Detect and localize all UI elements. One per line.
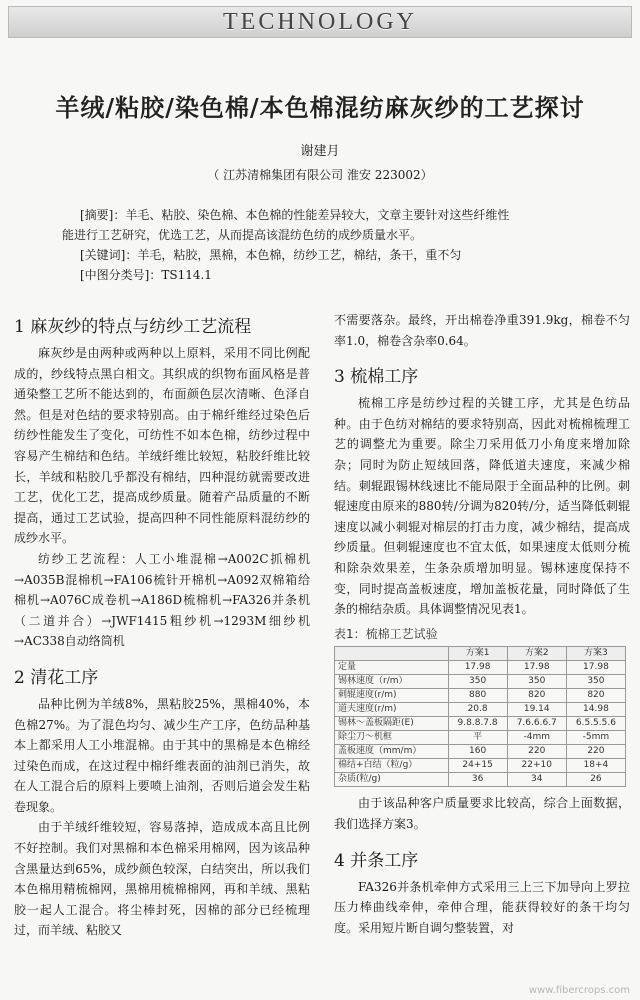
section-banner (8, 6, 632, 38)
carding-table (334, 646, 626, 787)
table-header-row (335, 647, 626, 661)
table-cell: 820 (566, 689, 625, 703)
watermark: www.fibercrops.com (528, 985, 630, 996)
table-row (335, 731, 626, 745)
table-row (335, 759, 626, 773)
table-cell: 17.98 (448, 661, 507, 675)
section-2-paragraph-3: 不需要落杂。最终，开出棉卷净重391.9kg，棉卷不匀率1.0，棉卷含杂率0.64。 (334, 313, 630, 348)
table-cell: 220 (566, 745, 625, 759)
section-2-paragraph-2: 由于羊绒纤维较短，容易落掉，造成成本高且比例不好控制。我们对黑棉和本色棉采用棉网，因为该品种含黑量达到65%，成纱颜色较深，白结突出，所以我们本色棉用精梳棉网，黑棉用梳棉棉网，再和羊绒、黑粘胶一起人工混合。将尘棒封死，因棉的部分已经梳理过，而羊绒、粘胶又 (14, 820, 310, 938)
table-row (335, 773, 626, 787)
section-2-heading: 2 清花工序 (14, 667, 99, 688)
section-2-paragraph-1: 品种比例为羊绒8%，黑粘胶25%，黑棉40%，本色棉27%。为了混色均匀、减少生产工序，色纺品种基本上都采用人工小堆混棉。由于其中的黑棉是本色棉经过染色而成，在这过程中棉纤维表面的油剂已消失，故在人工混合后的原料上要喷上油剂，否则后道会发生粘卷现象。 (14, 696, 310, 814)
abstract-line-2: 能进行工艺研究，优选工艺，从而提高该混纺色纺的成纱质量水平。 (62, 228, 423, 242)
table-cell: 6.5.5.5.6 (566, 717, 625, 731)
abstract-line-1: [摘要]：羊毛、粘胶、染色棉、本色棉的性能差异较大，文章主要针对这些纤维性 (80, 208, 510, 222)
table-cell: 34 (507, 773, 566, 787)
table-cell: 350 (566, 675, 625, 689)
author: 谢建月 (300, 144, 340, 159)
table-row (335, 745, 626, 759)
table-cell: 盖板速度（mm/m） (335, 745, 449, 759)
banner-text: TECHNOLOGY (223, 8, 417, 35)
table-header-cell: 方案2 (507, 647, 566, 661)
table-header-cell: 方案1 (448, 647, 507, 661)
section-3-heading: 3 梳棉工序 (334, 367, 419, 388)
table-cell: 24+15 (448, 759, 507, 773)
table-cell: 17.98 (566, 661, 625, 675)
article-title: 羊绒/粘胶/染色棉/本色棉混纺麻灰纱的工艺探讨 (55, 93, 585, 122)
table-cell: 820 (507, 689, 566, 703)
table-cell: 350 (507, 675, 566, 689)
section-1-paragraph-2: 纺纱工艺流程：人工小堆混棉→A002C抓棉机→A035B混棉机→FA106梳针开棉机→A092双棉箱给棉机→A076C成卷机→A186D梳棉机→FA326并条机（二道并合）→JWF1415粗纱机→1293M细纱机→AC338自动络筒机 (14, 551, 310, 649)
table-cell: 除尘刀～机框 (335, 731, 449, 745)
table-cell: 350 (448, 675, 507, 689)
affiliation: （ 江苏清棉集团有限公司 淮安 223002） (207, 168, 433, 182)
table-caption: 表1：梳棉工艺试验 (334, 626, 438, 641)
table-header-cell: 方案3 (566, 647, 625, 661)
table-row (335, 703, 626, 717)
table-cell: 36 (448, 773, 507, 787)
table-cell: 9.8.8.7.8 (448, 717, 507, 731)
table-cell: 刺辊速度(r/m) (335, 689, 449, 703)
table-cell: 160 (448, 745, 507, 759)
section-4-heading: 4 并条工序 (334, 850, 419, 871)
table-cell: 880 (448, 689, 507, 703)
table-cell: 锡林～盖板隔距(E) (335, 717, 449, 731)
abstract-block (62, 205, 600, 285)
table-cell: 平 (448, 731, 507, 745)
table-cell: 18+4 (566, 759, 625, 773)
table-header-cell (335, 647, 449, 661)
section-3-paragraph-1: 梳棉工序是纺纱过程的关键工序，尤其是色纺品种。由于色纺对棉结的要求特别高，因此对梳棉梳理工艺的调整尤为重要。除尘刀采用低刀小角度来增加除杂；同时为防止短绒回落，降低道夫速度，来减少棉结。刺辊跟锡林线速比不能局限于全面品种的比例。刺辊速度由原来的880转/分调为820转/分，适当降低刺辊速度以减小刺辊对棉层的打击力度，减少棉结，提高成纱质量。但刺辊速度也不宜太低，如果速度太低则分梳和除杂效果差，生条杂质增加明显。锡林速度保持不变，同时提高盖板速度，增加盖板花量，同时降低了生条的棉结杂质。具体调整情况见表1。 (334, 396, 630, 617)
table-cell: 道夫速度(r/m) (335, 703, 449, 717)
table-cell: 19.14 (507, 703, 566, 717)
keywords: [关键词]：羊毛，粘胶，黑棉，本色棉，纺纱工艺，棉结，条干，重不匀 (80, 248, 462, 262)
section-4-paragraph-1: FA326并条机牵伸方式采用三上三下加导向上罗拉压力棒曲线牵伸，牵伸合理，能获得较好的条干均匀度。采用短片断自调匀整装置，对 (334, 879, 630, 935)
table-row (335, 675, 626, 689)
table-cell: 棉结+白结（粒/g） (335, 759, 449, 773)
clc-number: [中图分类号]：TS114.1 (80, 268, 212, 282)
table-row (335, 689, 626, 703)
table-cell: 20.8 (448, 703, 507, 717)
table-cell: 17.98 (507, 661, 566, 675)
table-cell: 26 (566, 773, 625, 787)
table-cell: -5mm (566, 731, 625, 745)
right-column (334, 310, 630, 938)
table-cell: 定量 (335, 661, 449, 675)
table-cell: -4mm (507, 731, 566, 745)
table-cell: 锡林速度（r/m） (335, 675, 449, 689)
left-column (14, 315, 310, 941)
section-1-heading: 1 麻灰纱的特点与纺纱工艺流程 (14, 317, 252, 337)
table-cell: 杂质(粒/g) (335, 773, 449, 787)
table-cell: 7.6.6.6.7 (507, 717, 566, 731)
table-row (335, 717, 626, 731)
table-cell: 220 (507, 745, 566, 759)
section-1-paragraph-1: 麻灰纱是由两种或两种以上原料，采用不同比例配成的，纱线特点黑白相文。其织成的织物布面风格是普通染整工艺所不能达到的，布面颜色层次清晰、色泽自然。但是对色结的要求特别高。由于棉纤维经过染色后纺纱性能发生了变化，可纺性不如本色棉，纺纱过程中容易产生棉结和色结。羊绒纤维比较短，粘胶纤维比较长，羊绒和粘胶几乎都没有棉结，四种混纺就需要改进工艺，优化工艺，提高成纱质量。随着产品质量的不断提高，通过工艺试验，提高四种不同性能原料混纺纱的成纱水平。 (14, 346, 310, 546)
table-cell: 14.98 (566, 703, 625, 717)
table-cell: 22+10 (507, 759, 566, 773)
table-row (335, 661, 626, 675)
section-3-paragraph-2: 由于该品种客户质量要求比较高，综合上面数据，我们选择方案3。 (334, 796, 630, 831)
